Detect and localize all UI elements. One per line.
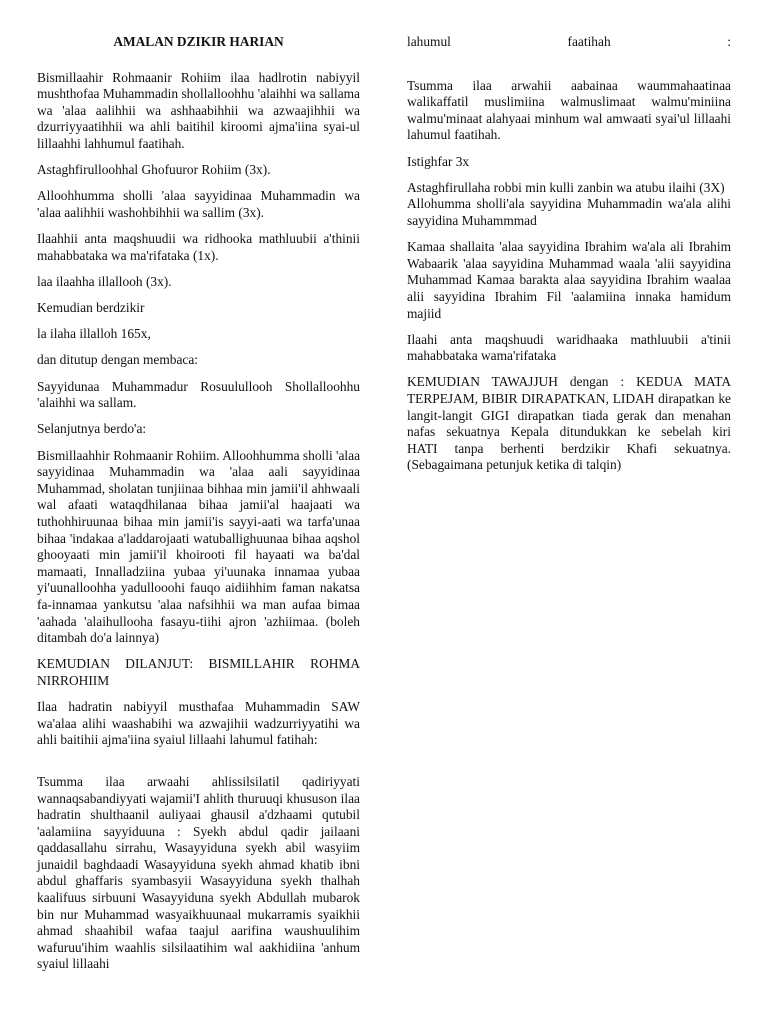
paragraph-tsumma-silsilah: Tsumma ilaa arwaahi ahlissilsilatil qadiriyyati wannaqsabandiyyati wajamii'I ahlith thuruuqi khususon ilaa hadratin shulthaanil auliyaai ghausil a'dzhaami qutubil 'aalamiina sayyiduuna : Syekh abdul qadir jailaani qaddasallahu sirrahu, Wasayyiduna syekh abil wasyiim junaidil baghdaadi Wasayyiduna syekh ahmad khatib ibni abdul ghaffaris syambasyii Wasayyiduna syekh thalhah kaalifuus sirbuuni Wasayyiduna syekh Abdullah mubarok bin nur Muhammad wasyaikhuunaal mukarramis syaikhii ahmad shaahibil wafaa taajul aarifina waushuulihim wafuruu'ihim waahlis silsilaatihim wal aakhidiina 'anhum syaiul lillaahi [37, 773, 360, 972]
right-column [407, 34, 731, 484]
paragraph-ilaahi-anta: Ilaahi anta maqshuudi waridhaaka mathluubii a'tinii mahabbataka wama'rifataka [407, 331, 731, 364]
paragraph-ditutup: dan ditutup dengan membaca: [37, 352, 199, 368]
paragraph-tahlil: laa ilaahha illallooh (3x). [37, 273, 172, 289]
paragraph-kamaa-shallaita: Kamaa shallaita 'alaa sayyidina Ibrahim wa'ala ali Ibrahim Wabaarik 'alaa sayyidina Muhammad waala 'alii sayyidina Muhammad Kamaa barakta alaa sayyidina Ibrahim waalaa alii sayyidina Ibrahim Fil 'aalamiina innaka hamidum majiid [407, 239, 731, 321]
left-column [37, 34, 360, 983]
paragraph-ilaahi: Ilaahhii anta maqshuudii wa ridhooka mathluubii a'thinii mahabbataka wa ma'rifataka (1x). [37, 231, 360, 263]
paragraph-lahumul-faatihah: lahumul faatihah : [407, 34, 731, 49]
paragraph-tsumma-arwahii: Tsumma ilaa arwahii aabainaa waummahaatinaa walikaffatil muslimiina walmuslimaat walmu'miniina walmu'minaat alahyaai minhum wal amwaati syai'ul lillaahi lahumul faatihah. [407, 77, 731, 143]
paragraph-selanjutnya: Selanjutnya berdo'a: [37, 421, 147, 437]
paragraph-astaghfirullaha: Astaghfirullaha robbi min kulli zanbin wa atubu ilaihi (3X) [407, 179, 725, 195]
paragraph-kemudian-dilanjut: KEMUDIAN DILANJUT: BISMILLAHIR ROHMA NIRROHIIM [37, 656, 360, 688]
paragraph-berdzikir: Kemudian berdzikir [37, 300, 145, 316]
paragraph-istighfar: Astaghfirulloohhal Ghofuuror Rohiim (3x). [37, 162, 271, 178]
paragraph-allohumma-sholli: Allohumma sholli'ala sayyidina Muhammadin wa'ala alihi sayyidina Muhammmad [407, 196, 731, 228]
document-title: AMALAN DZIKIR HARIAN [113, 34, 284, 49]
paragraph-dzikir-count: la ilaha illalloh 165x, [37, 326, 151, 342]
paragraph-sayyidunaa: Sayyidunaa Muhammadur Rosuulullooh Shollalloohhu 'alaihhi wa sallam. [37, 378, 360, 411]
paragraph-sholawat: Alloohhumma sholli 'alaa sayyidinaa Muhammadin wa 'alaa aalihhii washohbihhii wa sallim (3x). [37, 188, 360, 220]
paragraph-doa: Bismillaahhir Rohmaanir Rohiim. Alloohhumma sholli 'alaa sayyidinaa Muhammadin wa 'alaa aali sayyidinaa Muhammad, sholatan tunjiinaa bihhaa min jamii'il ahhwaali wal afaati wataqdhilanaa bihaa jamii'al haajaati wa tuthohhiruunaa bihaa min jamii'is sayyi-aati wa tarfa'unaa bihaa 'indakaa a'laddarojaati watuballighuunaa bihaa aqshol ghooyaati min jamii'il khoirooti fil hayaati wa ba'dal mamaati, Innalladziina yubaa yi'uunaka innamaa yubaa yi'uunalloohha yadullooohi fauqo aidiihhim faman nakatsa fa-innamaa yankutsu 'alaa nafsihhii wa man aufaa bimaa 'aahada 'alaihullooha fasayu-tiihi ajron 'azhiimaa. (boleh ditambah do'a lainnya) [37, 447, 361, 646]
paragraph-istighfar-3x: Istighfar 3x [407, 153, 470, 169]
paragraph-opening-dua: Bismillaahir Rohmaanir Rohiim ilaa hadlrotin nabiyyil mushthofaa Muhammadin shollalloohhu 'alaihhi wa sallama wa 'alaa aalihhii wa ashhaabihhii wa azwaajihhii wa dzurriyyaatihhii wa ahli baitihil kiroomi ajma'iina syai-ul lillaahhi lahhumul faatihah. [37, 69, 360, 151]
paragraph-hati: HATI tanpa berhenti berdzikir Khafi sekuatnya. (Sebagaimana petunjuk ketika di talqin) [407, 440, 731, 473]
paragraph-ilaa-hadratin: Ilaa hadratin nabiyyil musthafaa Muhammadin SAW wa'alaa alihi waashabihi wa azwajihii wadzurriyyatihi wa ahli baitihii ajma'iina syaiul lillaahi lahumul fatihah: [37, 699, 360, 748]
paragraph-tawajjuh: KEMUDIAN TAWAJJUH dengan : KEDUA MATA TERPEJAM, BIBIR DIRAPATKAN, LIDAH dirapatkan ke langit-langit GIGI dirapatkan tiada gerak dan menahan nafas sekuatnya Kepala ditundukkan ke sebelah kiri [407, 374, 731, 440]
